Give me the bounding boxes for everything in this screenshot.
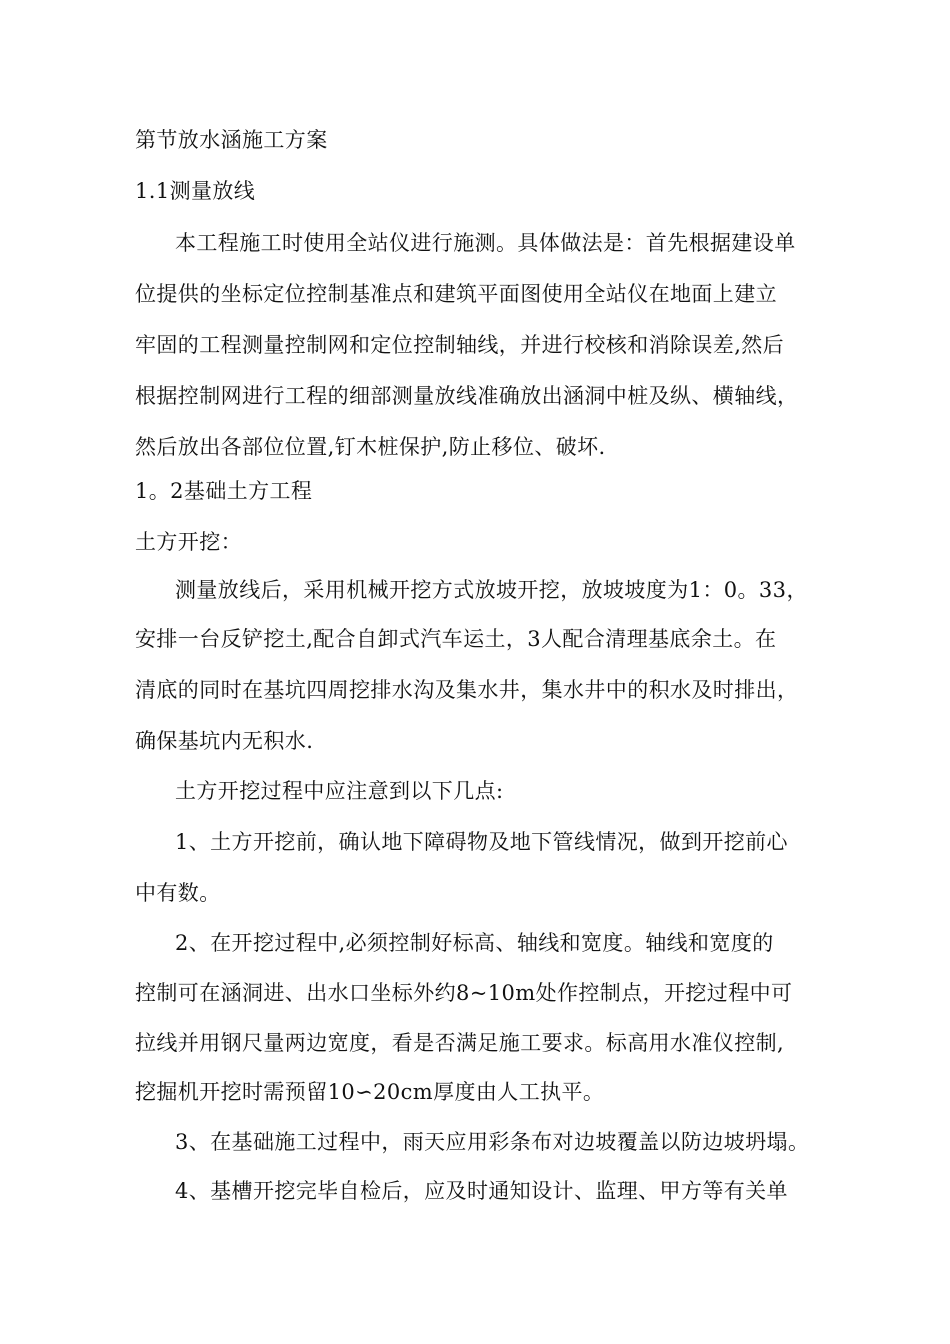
paragraph-heading-excavation: 土方开挖：	[135, 530, 242, 554]
list-item: 4、基槽开挖完毕自检后，应及时通知设计、监理、甲方等有关单	[175, 1179, 788, 1203]
list-item-continuation: 中有数。	[135, 881, 221, 905]
body-text-line: 牢固的工程测量控制网和定位控制轴线，并进行校核和消除误差,然后	[135, 333, 785, 357]
body-text-line: 确保基坑内无积水.	[135, 729, 314, 753]
subsection-heading-earthwork: 1。2基础土方工程	[135, 479, 313, 503]
body-text-line: 土方开挖过程中应注意到以下几点:	[175, 779, 504, 803]
body-text-line: 安排一台反铲挖土,配合自卸式汽车运土，3人配合清理基底余土。在	[135, 627, 777, 651]
subsection-heading-survey: 1.1测量放线	[135, 179, 256, 203]
list-item-continuation: 拉线并用钢尺量两边宽度，看是否满足施工要求。标高用水准仪控制,	[135, 1031, 785, 1055]
body-text-line: 位提供的坐标定位控制基准点和建筑平面图使用全站仪在地面上建立	[135, 282, 777, 306]
list-item: 1、土方开挖前，确认地下障碍物及地下管线情况，做到开挖前心	[175, 830, 788, 854]
list-item-continuation: 挖掘机开挖时需预留10∽20cm厚度由人工执平。	[135, 1080, 605, 1104]
list-item: 3、在基础施工过程中，雨天应用彩条布对边坡覆盖以防边坡坍塌。	[175, 1130, 810, 1154]
body-text-line: 根据控制网进行工程的细部测量放线准确放出涵洞中桩及纵、横轴线，	[135, 384, 799, 408]
body-text-line: 清底的同时在基坑四周挖排水沟及集水井，集水井中的积水及时排出，	[135, 678, 799, 702]
list-item-continuation: 控制可在涵洞进、出水口坐标外约8~10m处作控制点，开挖过程中可	[135, 981, 793, 1005]
body-text-line: 本工程施工时使用全站仪进行施测。具体做法是：首先根据建设单	[175, 231, 796, 255]
list-item: 2、在开挖过程中,必须控制好标高、轴线和宽度。轴线和宽度的	[175, 931, 774, 955]
body-text-line: 测量放线后，采用机械开挖方式放坡开挖，放坡坡度为1：0。33，	[175, 578, 808, 602]
body-text-line: 然后放出各部位位置,钉木桩保护,防止移位、破坏.	[135, 435, 606, 459]
section-title: 第节放水涵施工方案	[135, 128, 328, 152]
